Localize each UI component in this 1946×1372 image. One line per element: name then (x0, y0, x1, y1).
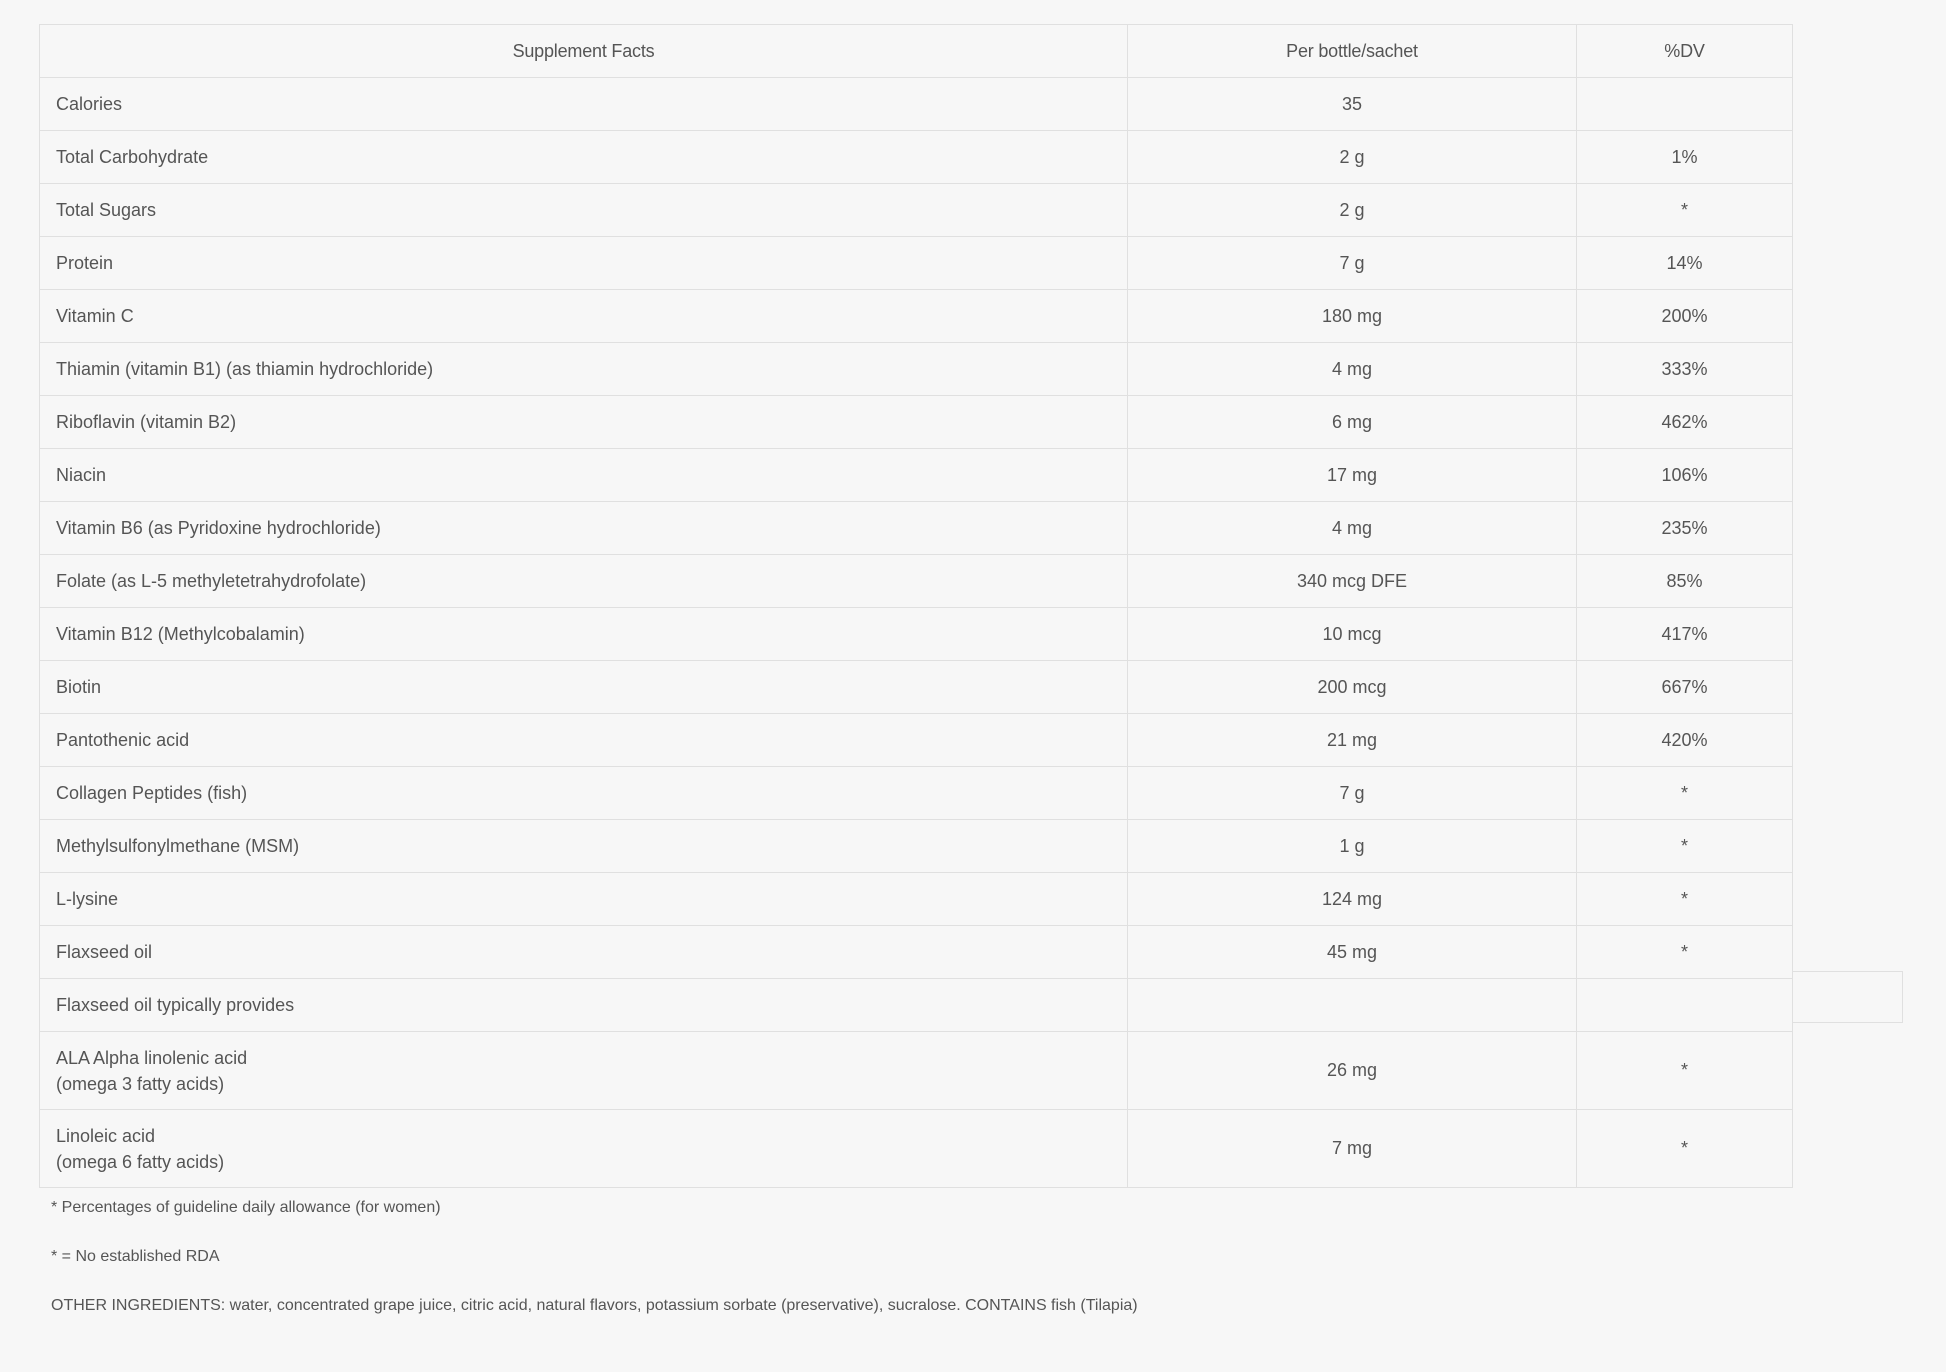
nutrient-name: Flaxseed oil (40, 926, 1128, 979)
nutrient-dv: * (1577, 926, 1793, 979)
nutrient-name: Total Carbohydrate (40, 131, 1128, 184)
table-row (40, 820, 1793, 873)
nutrient-amount: 340 mcg DFE (1128, 555, 1577, 608)
table-row (40, 290, 1793, 343)
nutrient-dv: 667% (1577, 661, 1793, 714)
nutrient-name: Vitamin B12 (Methylcobalamin) (40, 608, 1128, 661)
header-supplement-facts: Supplement Facts (40, 25, 1128, 78)
nutrient-name: Vitamin B6 (as Pyridoxine hydrochloride) (40, 502, 1128, 555)
nutrient-dv: 235% (1577, 502, 1793, 555)
table-row (40, 767, 1793, 820)
nutrient-name: Collagen Peptides (fish) (40, 767, 1128, 820)
nutrient-amount: 21 mg (1128, 714, 1577, 767)
nutrient-dv: * (1577, 184, 1793, 237)
nutrient-amount: 4 mg (1128, 343, 1577, 396)
nutrient-amount (1128, 979, 1577, 1032)
nutrient-dv: 420% (1577, 714, 1793, 767)
table-body (40, 78, 1793, 1188)
table-row-omega3 (40, 1032, 1793, 1110)
nutrient-amount: 7 mg (1128, 1110, 1577, 1188)
table-row (40, 131, 1793, 184)
header-daily-value: %DV (1577, 25, 1793, 78)
nutrient-name-line2: (omega 6 fatty acids) (56, 1151, 225, 1172)
nutrient-name: Niacin (40, 449, 1128, 502)
nutrient-name: Total Sugars (40, 184, 1128, 237)
table-row-flaxseed-provides (40, 979, 1793, 1032)
nutrient-name: Riboflavin (vitamin B2) (40, 396, 1128, 449)
nutrient-name: Methylsulfonylmethane (MSM) (40, 820, 1128, 873)
nutrient-name-line1: ALA Alpha linolenic acid (56, 1047, 248, 1068)
nutrient-dv: 333% (1577, 343, 1793, 396)
table-header-row (40, 25, 1793, 78)
nutrient-dv: 85% (1577, 555, 1793, 608)
table-row (40, 237, 1793, 290)
nutrient-name (40, 1110, 1128, 1188)
footnote-no-rda: * = No established RDA (51, 1248, 220, 1265)
nutrient-amount: 35 (1128, 78, 1577, 131)
table-row (40, 449, 1793, 502)
other-ingredients: OTHER INGREDIENTS: water, concentrated grape juice, citric acid, natural flavors, potassium sorbate (preservative), sucralose. CONTAINS fish (Tilapia) (51, 1297, 1138, 1314)
nutrient-name: Pantothenic acid (40, 714, 1128, 767)
table-row-omega6 (40, 1110, 1793, 1188)
table-row (40, 396, 1793, 449)
table-row (40, 502, 1793, 555)
nutrient-name: Calories (40, 78, 1128, 131)
nutrient-amount: 7 g (1128, 767, 1577, 820)
nutrient-dv: 200% (1577, 290, 1793, 343)
table-row (40, 926, 1793, 979)
header-per-bottle: Per bottle/sachet (1128, 25, 1577, 78)
nutrient-amount: 124 mg (1128, 873, 1577, 926)
table-row (40, 873, 1793, 926)
nutrient-name: Protein (40, 237, 1128, 290)
nutrient-dv: 14% (1577, 237, 1793, 290)
nutrient-name (40, 1032, 1128, 1110)
nutrient-name: Folate (as L-5 methyletetrahydrofolate) (40, 555, 1128, 608)
nutrient-name: L-lysine (40, 873, 1128, 926)
nutrient-amount: 1 g (1128, 820, 1577, 873)
nutrient-amount: 2 g (1128, 131, 1577, 184)
nutrient-name: Biotin (40, 661, 1128, 714)
nutrient-dv: 1% (1577, 131, 1793, 184)
table-row (40, 608, 1793, 661)
nutrient-dv (1577, 979, 1793, 1032)
nutrient-amount: 200 mcg (1128, 661, 1577, 714)
nutrient-dv: * (1577, 820, 1793, 873)
footnote-percentages: * Percentages of guideline daily allowance (for women) (51, 1199, 441, 1216)
nutrient-dv: 106% (1577, 449, 1793, 502)
table-row (40, 343, 1793, 396)
nutrient-amount: 17 mg (1128, 449, 1577, 502)
table-row (40, 555, 1793, 608)
nutrient-dv: 462% (1577, 396, 1793, 449)
flaxseed-extra-cell (1792, 971, 1903, 1023)
nutrient-name-line2: (omega 3 fatty acids) (56, 1073, 225, 1094)
table-row (40, 78, 1793, 131)
nutrient-name: Flaxseed oil typically provides (40, 979, 1128, 1032)
nutrient-dv: 417% (1577, 608, 1793, 661)
nutrient-amount: 7 g (1128, 237, 1577, 290)
nutrient-dv: * (1577, 1032, 1793, 1110)
nutrient-name-line1: Linoleic acid (56, 1125, 156, 1146)
supplement-facts-container (39, 24, 1793, 1188)
nutrient-amount: 10 mcg (1128, 608, 1577, 661)
table-row (40, 714, 1793, 767)
nutrient-amount: 45 mg (1128, 926, 1577, 979)
nutrient-name: Thiamin (vitamin B1) (as thiamin hydrochloride) (40, 343, 1128, 396)
nutrient-name: Vitamin C (40, 290, 1128, 343)
nutrient-amount: 180 mg (1128, 290, 1577, 343)
table-row (40, 661, 1793, 714)
nutrient-dv: * (1577, 873, 1793, 926)
nutrient-dv: * (1577, 767, 1793, 820)
table-row (40, 184, 1793, 237)
nutrient-amount: 2 g (1128, 184, 1577, 237)
nutrient-dv (1577, 78, 1793, 131)
nutrient-amount: 4 mg (1128, 502, 1577, 555)
nutrient-amount: 6 mg (1128, 396, 1577, 449)
supplement-facts-table (39, 24, 1793, 1188)
nutrient-amount: 26 mg (1128, 1032, 1577, 1110)
nutrient-dv: * (1577, 1110, 1793, 1188)
